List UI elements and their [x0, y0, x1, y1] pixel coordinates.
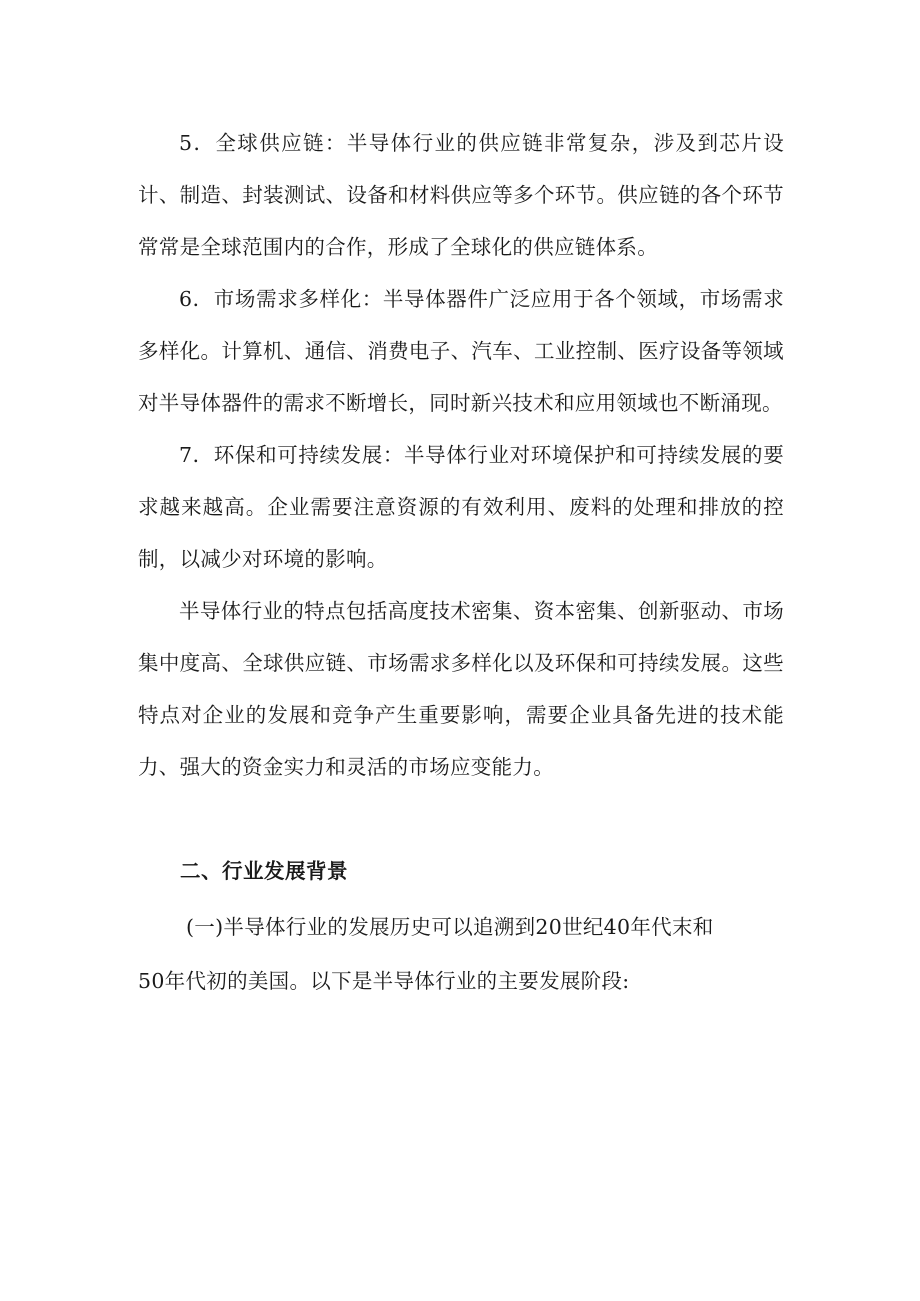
paragraph-global-supply-chain: 5．全球供应链：半导体行业的供应链非常复杂，涉及到芯片设计、制造、封装测试、设备和材料供应等多个环节。供应链的各个环节常常是全球范围内的合作，形成了全球化的供应链体系。 — [138, 131, 784, 259]
section-heading: 二、行业发展背景 — [180, 859, 348, 883]
paragraph-market-diversity: 6．市场需求多样化：半导体器件广泛应用于各个领域，市场需求多样化。计算机、通信、消费电子、汽车、工业控制、医疗设备等领域对半导体器件的需求不断增长，同时新兴技术和应用领域也不断涌现。 — [138, 287, 784, 415]
history-paragraph-line-1: (一)半导体行业的发展历史可以追溯到20世纪40年代末和 — [186, 915, 714, 939]
history-paragraph-line-2: 50年代初的美国。以下是半导体行业的主要发展阶段: — [138, 969, 630, 993]
paragraph-industry-summary: 半导体行业的特点包括高度技术密集、资本密集、创新驱动、市场集中度高、全球供应链、市场需求多样化以及环保和可持续发展。这些特点对企业的发展和竞争产生重要影响，需要企业具备先进的技术能力、强大的资金实力和灵活的市场应变能力。 — [138, 599, 784, 779]
paragraph-environmental-sustainability: 7．环保和可持续发展：半导体行业对环境保护和可持续发展的要求越来越高。企业需要注意资源的有效利用、废料的处理和排放的控制，以减少对环境的影响。 — [138, 443, 784, 571]
